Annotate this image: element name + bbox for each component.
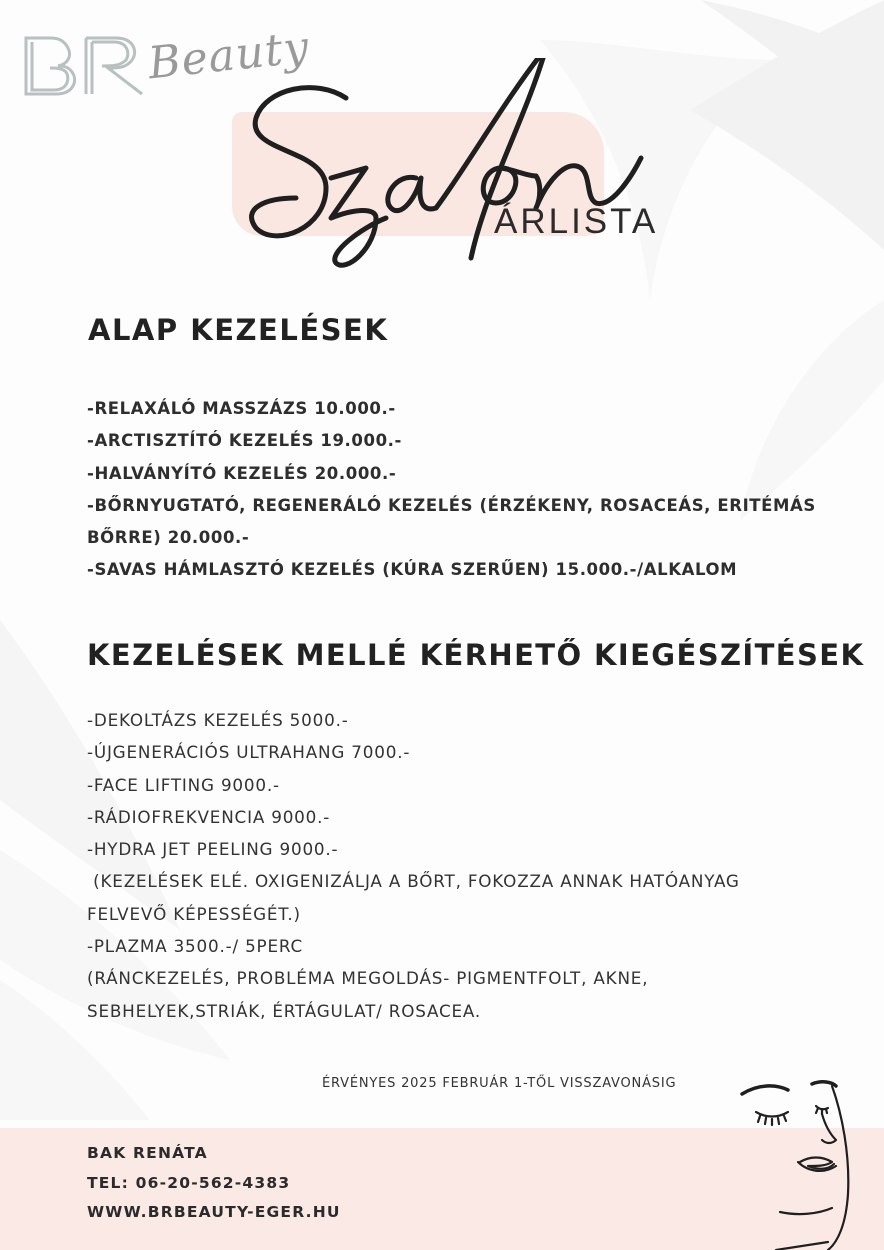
section-heading-add-ons: KEZELÉSEK MELLÉ KÉRHETŐ KIEGÉSZÍTÉSEK [87, 638, 865, 672]
face-line-art-icon [728, 1074, 868, 1250]
list-item: FELVEVŐ KÉPESSÉGÉT.) [87, 903, 301, 924]
basic-treatments-list [87, 393, 816, 587]
contact-name: BAK RENÁTA [87, 1144, 208, 1162]
list-item: -DEKOLTÁZS KEZELÉS 5000.- [87, 710, 349, 730]
list-item: -BŐRNYUGTATÓ, REGENERÁLÓ KEZELÉS (ÉRZÉKENY, ROSACEÁS, ERITÉMÁS [87, 495, 816, 515]
list-item: -HALVÁNYÍTÓ KEZELÉS 20.000.- [87, 463, 397, 483]
list-item: -SAVAS HÁMLASZTÓ KEZELÉS (KÚRA SZERŰEN) 15.000.-/ALKALOM [87, 560, 738, 580]
list-item: BŐRRE) 20.000.- [87, 528, 250, 548]
validity-note: ÉRVÉNYES 2025 FEBRUÁR 1-TŐL VISSZAVONÁSIG [322, 1076, 677, 1091]
section-heading-basic-treatments: ALAP KEZELÉSEK [88, 313, 389, 347]
list-item: -PLAZMA 3500.-/ 5PERC [87, 936, 304, 957]
contact-phone[interactable]: TEL: 06-20-562-4383 [87, 1173, 291, 1192]
list-item: -FACE LIFTING 9000.- [87, 774, 280, 795]
add-ons-list [87, 704, 740, 1027]
list-item: -HYDRA JET PEELING 9000.- [87, 839, 339, 860]
logo-script-text: Beauty [145, 21, 312, 90]
contact-website[interactable]: WWW.BRBEAUTY-EGER.HU [87, 1203, 341, 1221]
contact-block [87, 1139, 341, 1228]
list-item: -ÚJGENERÁCIÓS ULTRAHANG 7000.- [87, 742, 411, 763]
list-item: -ARCTISZTÍTÓ KEZELÉS 19.000.- [87, 431, 402, 451]
salon-script-title [236, 58, 659, 278]
list-item: (RÁNCKEZELÉS, PROBLÉMA MEGOLDÁS- PIGMENTFOLT, AKNE, [87, 968, 649, 989]
list-item: -RÁDIOFREKVENCIA 9000.- [87, 806, 331, 827]
page-title: ÁRLISTA [494, 202, 659, 241]
list-item: SEBHELYEK,STRIÁK, ÉRTÁGULAT/ ROSACEA. [87, 1000, 482, 1021]
list-item: (KEZELÉSEK ELÉ. OXIGENIZÁLJA A BŐRT, FOKOZZA ANNAK HATÓANYAG [87, 871, 740, 892]
list-item: -RELAXÁLÓ MASSZÁZS 10.000.- [87, 399, 396, 418]
